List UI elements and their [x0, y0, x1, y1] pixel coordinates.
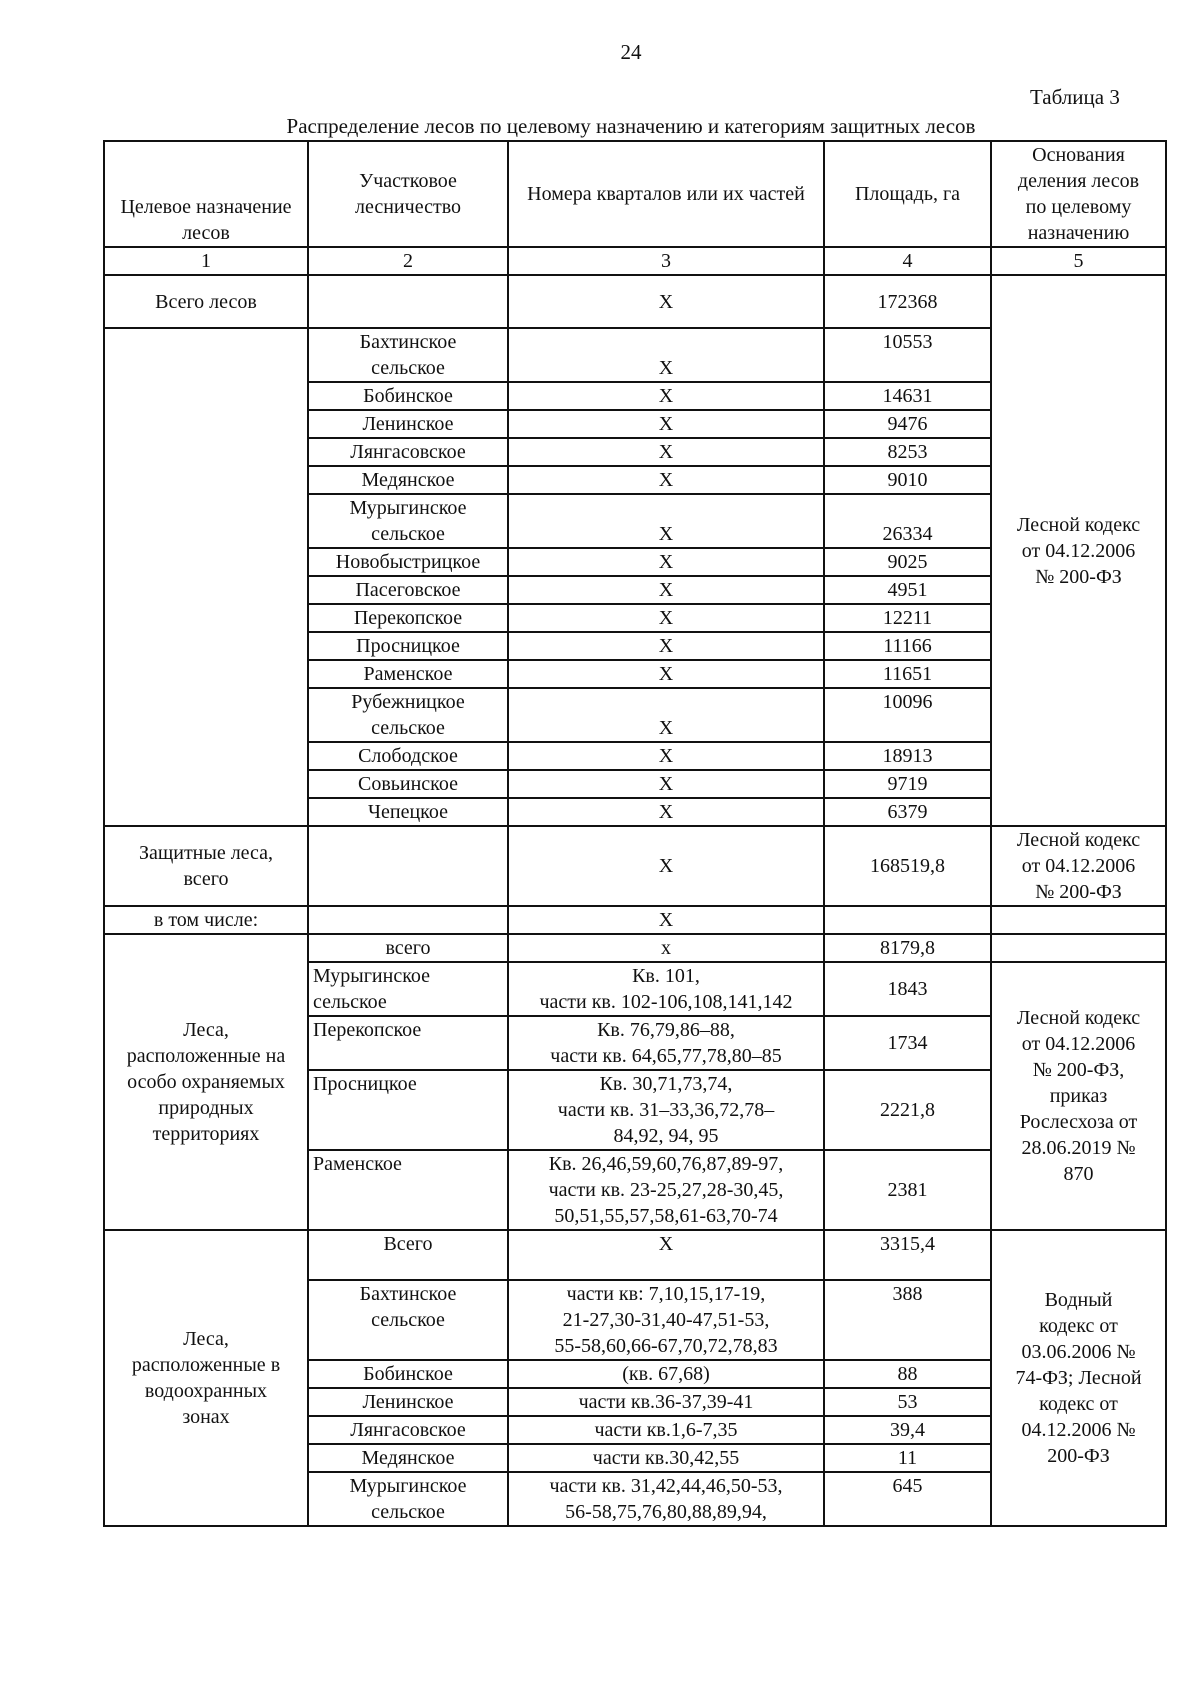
- forestry-name-line: Лянгасовское: [350, 441, 466, 463]
- protective-basis-line: Лесной кодекс: [1016, 829, 1141, 851]
- oopt-quarters-line: части кв. 31–33,36,72,78–: [557, 1099, 775, 1121]
- water-quarters-line: 56-58,75,76,80,88,89,94,: [565, 1501, 767, 1523]
- forestry-name-line: сельское: [371, 717, 445, 739]
- empty-cell: [991, 906, 1166, 934]
- basis-forest-code-line: от 04.12.2006: [1021, 539, 1136, 562]
- x-mark: Х: [508, 632, 824, 660]
- water-label-line: Леса,: [183, 1328, 229, 1350]
- water-quarters-line: части кв: 7,10,15,17-19,: [566, 1283, 766, 1305]
- empty-merged-cell: [104, 328, 308, 826]
- empty-cell: [308, 906, 508, 934]
- table-label: Таблица 3: [1030, 85, 1120, 109]
- forestry-name: [308, 742, 508, 770]
- header-basis-line: деления лесов: [1017, 170, 1140, 192]
- water-basis-line: 03.06.2006 №: [1021, 1341, 1136, 1363]
- oopt-area: 2221,8: [824, 1070, 991, 1150]
- column-number: 2: [308, 247, 508, 275]
- forestry-name-line: Мурыгинское: [349, 497, 467, 519]
- oopt-quarters: [508, 1150, 824, 1230]
- water-forestry: [308, 1444, 508, 1472]
- x-mark: х: [508, 934, 824, 962]
- oopt-quarters-line: части кв. 23-25,27,28-30,45,: [548, 1179, 784, 1201]
- water-forestry-line: Медянское: [361, 1447, 455, 1469]
- oopt-basis-line: приказ: [1049, 1085, 1108, 1107]
- water-quarters-line: части кв.1,6-7,35: [594, 1419, 738, 1441]
- forestry-area: 8253: [824, 438, 991, 466]
- header-row: [104, 141, 1166, 247]
- x-mark: Х: [508, 275, 824, 328]
- water-label: [104, 1230, 308, 1526]
- forestry-area: 9719: [824, 770, 991, 798]
- forestry-area: 11166: [824, 632, 991, 660]
- forestry-name-line: Просницкое: [356, 635, 460, 657]
- forestry-name-line: Раменское: [363, 663, 453, 685]
- forestry-name-line: сельское: [371, 357, 445, 379]
- header-basis: [991, 141, 1166, 247]
- including-label: в том числе:: [104, 906, 308, 934]
- water-label-line: расположенные в: [131, 1354, 281, 1376]
- oopt-forestry: [308, 962, 508, 1016]
- column-number: 5: [991, 247, 1166, 275]
- forestry-name-line: Слободское: [358, 745, 458, 767]
- water-area: 53: [824, 1388, 991, 1416]
- basis-forest-code: [991, 275, 1166, 826]
- oopt-area: 1734: [824, 1016, 991, 1070]
- oopt-total-area: 8179,8: [824, 934, 991, 962]
- forestry-area: 4951: [824, 576, 991, 604]
- water-basis-line: Водный: [1044, 1289, 1113, 1311]
- forestry-name: [308, 576, 508, 604]
- forestry-name: [308, 632, 508, 660]
- water-basis-line: кодекс от: [1039, 1393, 1118, 1415]
- forestry-name-line: Совьинское: [357, 773, 458, 795]
- forestry-name: [308, 466, 508, 494]
- forestry-name: [308, 548, 508, 576]
- forestry-area: 11651: [824, 660, 991, 688]
- oopt-quarters-line: 84,92, 94, 95: [613, 1125, 719, 1147]
- oopt-area: 1843: [824, 962, 991, 1016]
- forestry-name-line: Пасеговское: [355, 579, 461, 601]
- forestry-area: 9476: [824, 410, 991, 438]
- water-forestry: [308, 1388, 508, 1416]
- x-mark: Х: [508, 604, 824, 632]
- x-mark: Х: [508, 466, 824, 494]
- protective-label-line: Защитные леса,: [138, 842, 274, 864]
- x-mark: Х: [508, 742, 824, 770]
- oopt-quarters-line: Кв. 101,: [632, 965, 700, 987]
- oopt-label-line: территориях: [152, 1123, 260, 1145]
- basis-forest-code-line: Лесной кодекс: [1016, 513, 1141, 536]
- water-forestry: [308, 1472, 508, 1526]
- x-mark: Х: [508, 548, 824, 576]
- oopt-quarters: [508, 962, 824, 1016]
- forestry-area: 9025: [824, 548, 991, 576]
- x-mark: Х: [508, 798, 824, 826]
- forestry-name-line: Медянское: [361, 469, 455, 491]
- water-label-line: зонах: [182, 1406, 230, 1428]
- water-area: 645: [824, 1472, 991, 1526]
- total-area: 172368: [824, 275, 991, 328]
- oopt-forestry-line: сельское: [313, 991, 387, 1013]
- header-basis-line: Основания: [1032, 144, 1125, 166]
- water-quarters-line: части кв.30,42,55: [592, 1447, 740, 1469]
- x-mark: Х: [508, 576, 824, 604]
- x-mark: Х: [508, 1230, 824, 1280]
- water-forestry: [308, 1416, 508, 1444]
- protective-basis-line: № 200-ФЗ: [1035, 881, 1122, 903]
- forest-distribution-table: [103, 140, 1167, 1527]
- forestry-area: 10553: [824, 328, 991, 382]
- forestry-name-line: Чепецкое: [368, 801, 448, 823]
- oopt-basis-line: 870: [1063, 1163, 1094, 1185]
- water-quarters: [508, 1388, 824, 1416]
- water-quarters: [508, 1280, 824, 1360]
- oopt-forestry-line: Просницкое: [313, 1073, 417, 1095]
- water-basis-line: 200-ФЗ: [1047, 1445, 1110, 1467]
- x-mark: Х: [508, 328, 824, 382]
- oopt-label: [104, 934, 308, 1230]
- oopt-quarters-line: Кв. 30,71,73,74,: [599, 1073, 733, 1095]
- water-basis-line: 04.12.2006 №: [1021, 1419, 1136, 1441]
- table-title: Распределение лесов по целевому назначению и категориям защитных лесов: [286, 114, 976, 138]
- oopt-basis-line: № 200-ФЗ,: [1032, 1059, 1125, 1081]
- protective-basis-line: от 04.12.2006: [1021, 855, 1136, 877]
- forestry-name: [308, 494, 508, 548]
- oopt-forestry-line: Перекопское: [313, 1019, 422, 1041]
- protective-label: [104, 826, 308, 906]
- forestry-area: 12211: [824, 604, 991, 632]
- forestry-name: [308, 410, 508, 438]
- water-quarters: [508, 1360, 824, 1388]
- basis-forest-code-line: № 200-ФЗ: [1035, 565, 1122, 588]
- oopt-quarters: [508, 1016, 824, 1070]
- protective-label-line: всего: [183, 868, 229, 890]
- water-area: 388: [824, 1280, 991, 1360]
- forestry-name: [308, 604, 508, 632]
- empty-cell: [991, 934, 1166, 962]
- x-mark: Х: [508, 494, 824, 548]
- water-quarters: [508, 1416, 824, 1444]
- water-forestry-line: Ленинское: [362, 1391, 454, 1413]
- oopt-quarters-line: части кв. 102-106,108,141,142: [539, 991, 793, 1013]
- water-quarters-line: 21-27,30-31,40-47,51-53,: [562, 1309, 770, 1331]
- header-purpose: Целевое назначение лесов: [104, 141, 308, 247]
- water-quarters-line: части кв. 31,42,44,46,50-53,: [549, 1475, 783, 1497]
- oopt-basis-line: Рослесхоза от: [1019, 1111, 1138, 1133]
- forestry-area: 26334: [824, 494, 991, 548]
- water-area: 88: [824, 1360, 991, 1388]
- oopt-label-line: расположенные на: [126, 1045, 286, 1067]
- header-forestry: Участковое лесничество: [308, 141, 508, 247]
- column-number: 4: [824, 247, 991, 275]
- water-total-row: [104, 1230, 1166, 1280]
- header-basis-line: по целевому: [1025, 196, 1132, 218]
- empty-cell: [308, 826, 508, 906]
- oopt-quarters-line: 50,51,55,57,58,61-63,70-74: [554, 1205, 778, 1227]
- empty-cell: [824, 906, 991, 934]
- forestry-area: 6379: [824, 798, 991, 826]
- forestry-area: 18913: [824, 742, 991, 770]
- x-mark: Х: [508, 826, 824, 906]
- oopt-area: 2381: [824, 1150, 991, 1230]
- water-quarters: [508, 1472, 824, 1526]
- oopt-forestry-line: Раменское: [313, 1153, 402, 1175]
- water-basis-line: кодекс от: [1039, 1315, 1118, 1337]
- water-forestry-line: сельское: [371, 1309, 445, 1331]
- forestry-area: 10096: [824, 688, 991, 742]
- water-forestry: [308, 1280, 508, 1360]
- water-basis-line: 74-ФЗ; Лесной: [1015, 1367, 1142, 1389]
- oopt-forestry: [308, 1150, 508, 1230]
- oopt-total-label: всего: [308, 934, 508, 962]
- water-label-line: водоохранных: [144, 1380, 268, 1402]
- water-forestry-line: сельское: [371, 1501, 445, 1523]
- oopt-basis-line: Лесной кодекс: [1016, 1007, 1141, 1029]
- water-forestry-line: Бобинское: [363, 1363, 453, 1385]
- column-number: 3: [508, 247, 824, 275]
- oopt-total-row: [104, 934, 1166, 962]
- forestry-name-line: Бобинское: [363, 385, 453, 407]
- oopt-label-line: Леса,: [183, 1019, 229, 1041]
- x-mark: Х: [508, 410, 824, 438]
- forestry-name-line: Новобыстрицкое: [335, 551, 481, 573]
- empty-cell: [308, 275, 508, 328]
- column-number: 1: [104, 247, 308, 275]
- header-area: Площадь, га: [824, 141, 991, 247]
- page-number: 24: [620, 40, 642, 64]
- forestry-name: [308, 688, 508, 742]
- protective-area: 168519,8: [824, 826, 991, 906]
- forestry-name-line: Ленинское: [362, 413, 454, 435]
- forestry-name-line: Рубежницкое: [351, 691, 465, 713]
- oopt-basis-line: 28.06.2019 №: [1021, 1137, 1136, 1159]
- forestry-area: 14631: [824, 382, 991, 410]
- x-mark: Х: [508, 660, 824, 688]
- water-forestry-line: Лянгасовское: [350, 1419, 466, 1441]
- including-row: [104, 906, 1166, 934]
- x-mark: Х: [508, 688, 824, 742]
- water-quarters: [508, 1444, 824, 1472]
- oopt-label-line: особо охраняемых: [127, 1071, 285, 1093]
- water-total-label: Всего: [308, 1230, 508, 1280]
- water-quarters-line: 55-58,60,66-67,70,72,78,83: [554, 1335, 778, 1357]
- column-numbers-row: [104, 247, 1166, 275]
- protective-row: [104, 826, 1166, 906]
- oopt-quarters-line: Кв. 26,46,59,60,76,87,89-97,: [548, 1153, 784, 1175]
- forestry-name: [308, 328, 508, 382]
- oopt-basis-line: от 04.12.2006: [1021, 1033, 1136, 1055]
- oopt-forestry-line: Мурыгинское: [313, 965, 431, 987]
- x-mark: Х: [508, 770, 824, 798]
- oopt-label-line: природных: [158, 1097, 254, 1119]
- protective-basis: [991, 826, 1166, 906]
- header-quarters: Номера кварталов или их частей: [508, 141, 824, 247]
- forestry-name-line: сельское: [371, 523, 445, 545]
- water-forestry: [308, 1360, 508, 1388]
- header-basis-line: назначению: [1027, 222, 1130, 244]
- total-label: Всего лесов: [104, 275, 308, 328]
- forestry-name-line: Бахтинское: [359, 331, 457, 353]
- water-quarters-line: (кв. 67,68): [622, 1363, 710, 1385]
- water-basis: [991, 1230, 1166, 1526]
- oopt-quarters: [508, 1070, 824, 1150]
- water-area: 11: [824, 1444, 991, 1472]
- x-mark: Х: [508, 382, 824, 410]
- oopt-quarters-line: части кв. 64,65,77,78,80–85: [550, 1045, 782, 1067]
- forestry-name: [308, 798, 508, 826]
- forestry-area: 9010: [824, 466, 991, 494]
- oopt-forestry: [308, 1070, 508, 1150]
- forestry-name: [308, 438, 508, 466]
- x-mark: Х: [508, 438, 824, 466]
- total-row: [104, 275, 1166, 328]
- water-area: 39,4: [824, 1416, 991, 1444]
- oopt-quarters-line: Кв. 76,79,86–88,: [597, 1019, 735, 1041]
- forestry-name: [308, 660, 508, 688]
- forestry-name: [308, 382, 508, 410]
- x-mark: Х: [508, 906, 824, 934]
- water-forestry-line: Бахтинское: [359, 1283, 457, 1305]
- forestry-name: [308, 770, 508, 798]
- forestry-name-line: Перекопское: [353, 607, 463, 629]
- water-total-area: 3315,4: [824, 1230, 991, 1280]
- oopt-forestry: [308, 1016, 508, 1070]
- water-quarters-line: части кв.36-37,39-41: [578, 1391, 754, 1413]
- oopt-basis: [991, 962, 1166, 1230]
- water-forestry-line: Мурыгинское: [349, 1475, 467, 1497]
